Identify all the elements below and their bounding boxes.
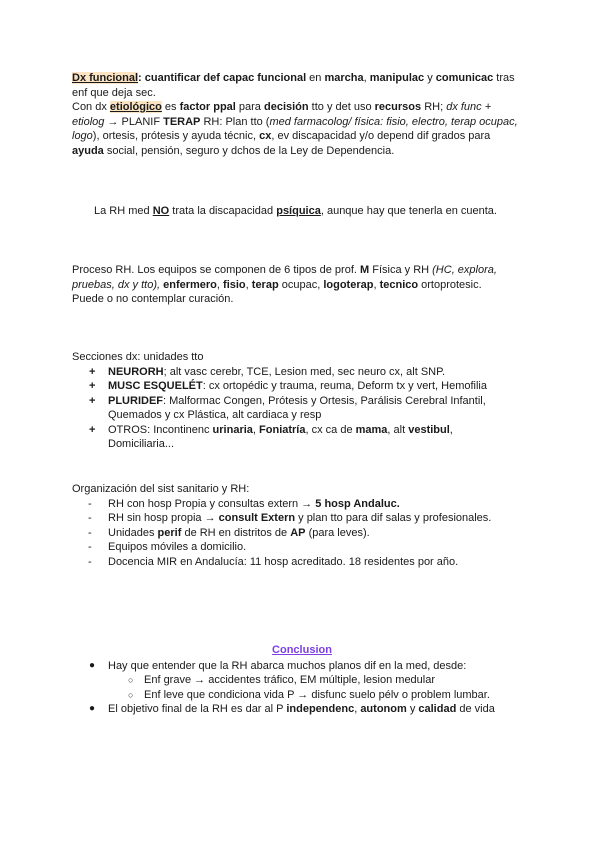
dash-bullet-icon: - xyxy=(88,526,92,539)
p1-line-2: enf que deja sec. xyxy=(72,86,156,99)
term-psiquica: psíquica xyxy=(276,205,321,217)
list-item: ● Hay que entender que la RH abarca muchos planos dif en la med, desde: xyxy=(89,659,467,672)
dash-bullet-icon: - xyxy=(88,497,92,510)
section-secciones xyxy=(72,350,532,452)
list-item: - RH sin hosp propia → consult Extern y plan tto para dif salas y profesionales. xyxy=(88,512,492,524)
paragraph-proceso-rh xyxy=(72,263,532,307)
circle-bullet-icon: ○ xyxy=(128,689,134,700)
p3-line-2: pruebas, dx y tto), enfermero, fisio, terap ocupac, logoterap, tecnico ortoprotesic. xyxy=(72,278,482,291)
term-etiologico: etiológico xyxy=(109,101,162,113)
circle-bullet-icon: ○ xyxy=(128,675,134,685)
list-item: + MUSC ESQUELÉT: cx ortopédic y trauma, reuma, Deform tx y vert, Hemofilia xyxy=(89,380,487,392)
p1-line-4: etiolog → PLANIF TERAP RH: Plan tto (med farmacolog/ física: fisio, electro, terap ocupac, xyxy=(72,115,518,128)
conclusion-list xyxy=(72,659,532,674)
organizacion-list xyxy=(72,497,532,570)
list-item: - Unidades perif de RH en distritos de AP (para leves). xyxy=(88,526,370,539)
conclusion-list-2 xyxy=(72,702,532,717)
p1-line-1: Dx funcional: cuantificar def capac funcional en marcha, manipulac y comunicac tras xyxy=(72,72,515,84)
dash-bullet-icon: - xyxy=(88,512,92,524)
list-item: - Equipos móviles a domicilio. xyxy=(88,541,247,553)
list-item: - RH con hosp Propia y consultas extern → 5 hosp Andaluc. xyxy=(88,497,400,510)
plus-bullet-icon: + xyxy=(89,423,96,436)
dash-bullet-icon: - xyxy=(88,541,92,553)
list-item: ● El objetivo final de la RH es dar al P independenc, autonom y calidad de vida xyxy=(89,703,495,715)
plus-bullet-icon: + xyxy=(89,380,96,392)
p1-line-6: ayuda social, pensión, seguro y dchos de la Ley de Dependencia. xyxy=(72,144,395,157)
section-organizacion xyxy=(72,482,532,569)
p3-line-1: Proceso RH. Los equipos se componen de 6 tipos de prof. M Física y RH (HC, explora, xyxy=(72,264,497,276)
section-conclusion xyxy=(72,643,532,717)
p1-line-3: Con dx etiológico es factor ppal para decisión tto y det uso recursos RH; dx func + xyxy=(72,101,492,113)
plus-bullet-icon: + xyxy=(89,365,96,378)
paragraph-rh-psiquica: La RH med NO trata la discapacidad psíquica, aunque hay que tenerla en cuenta. xyxy=(94,205,497,217)
disc-bullet-icon: ● xyxy=(89,703,96,714)
organizacion-title: Organización del sist sanitario y RH: xyxy=(72,483,250,495)
list-item: ○ Enf grave → accidentes tráfico, EM múltiple, lesion medular xyxy=(128,674,436,686)
p3-line-3: Puede o no contemplar curación. xyxy=(72,293,234,305)
list-item: + PLURIDEF: Malformac Congen, Prótesis y Ortesis, Parálisis Cerebral Infantil, Quemados y cx Plástica, alt cardiaca y resp xyxy=(89,394,486,421)
list-item: - Docencia MIR en Andalucía: 11 hosp acreditado. 18 residentes por año. xyxy=(88,555,459,568)
list-item: ○ Enf leve que condiciona vida P → disfunc suelo pélv o problem lumbar. xyxy=(128,688,490,701)
p1-line-5: logo), ortesis, prótesis y ayuda técnic, cx, ev discapacidad y/o depend dif grados para xyxy=(72,130,491,142)
list-item: + OTROS: Incontinenc urinaria, Foniatría, cx ca de mama, alt vestibul, Domiciliaria... xyxy=(89,423,453,450)
disc-bullet-icon: ● xyxy=(89,659,96,671)
conclusion-title-link[interactable]: Conclusion xyxy=(272,644,332,656)
term-no: NO xyxy=(152,205,170,217)
plus-bullet-icon: + xyxy=(89,394,96,407)
list-item: + NEURORH; alt vasc cerebr, TCE, Lesion med, sec neuro cx, alt SNP. xyxy=(89,365,446,378)
dash-bullet-icon: - xyxy=(88,555,92,568)
conclusion-sublist xyxy=(72,673,532,702)
term-dx-funcional: Dx funcional xyxy=(72,72,139,84)
secciones-title: Secciones dx: unidades tto xyxy=(72,351,204,363)
secciones-list xyxy=(72,365,532,452)
paragraph-dx-funcional xyxy=(72,71,532,158)
